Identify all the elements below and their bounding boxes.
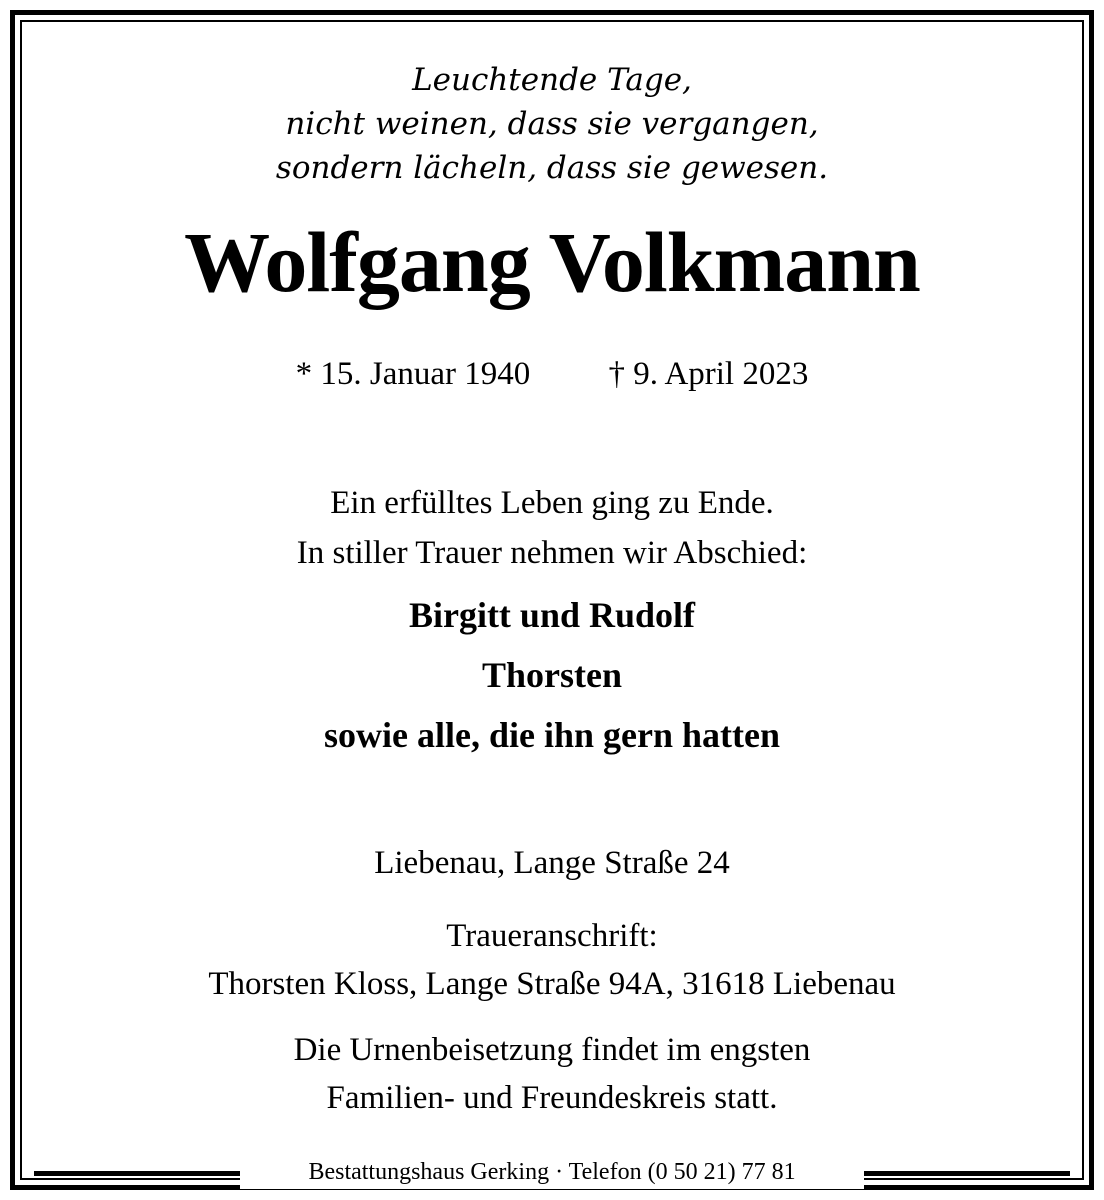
- footer-rule: [864, 1171, 1070, 1176]
- message-line: In stiller Trauer nehmen wir Abschied:: [296, 535, 808, 571]
- mourners-list: [0, 585, 1104, 765]
- farewell-message: [0, 478, 1104, 578]
- mourning-address-value: Thorsten Kloss, Lange Straße 94A, 31618 Liebenau: [208, 966, 896, 1002]
- death-date: † 9. April 2023: [608, 356, 809, 392]
- mourner-name: sowie alle, die ihn gern hatten: [324, 715, 780, 755]
- verse-line: Leuchtende Tage,: [412, 62, 692, 98]
- deceased-name: Wolfgang Volkmann: [184, 214, 920, 310]
- mourning-address: [0, 912, 1104, 1008]
- burial-line: Familien- und Freundeskreis statt.: [326, 1080, 778, 1116]
- verse-line: sondern lächeln, dass sie gewesen.: [275, 150, 829, 186]
- footer: [0, 1152, 1104, 1192]
- mourner-name: Thorsten: [481, 655, 622, 695]
- life-dates: [0, 352, 1104, 396]
- mourner-name: Birgitt und Rudolf: [408, 595, 696, 635]
- burial-notice: [0, 1026, 1104, 1122]
- footer-rule: [34, 1171, 240, 1176]
- verse: [0, 58, 1104, 190]
- burial-line: Die Urnenbeisetzung findet im engsten: [293, 1032, 811, 1068]
- residence-address: Liebenau, Lange Straße 24: [374, 845, 730, 881]
- birth-date: * 15. Januar 1940: [295, 356, 531, 392]
- mourning-address-label: Traueranschrift:: [446, 918, 658, 954]
- funeral-home-contact: Bestattungshaus Gerking · Telefon (0 50 21) 77 81: [240, 1155, 864, 1189]
- verse-line: nicht weinen, dass sie vergangen,: [285, 106, 819, 142]
- message-line: Ein erfülltes Leben ging zu Ende.: [330, 485, 774, 521]
